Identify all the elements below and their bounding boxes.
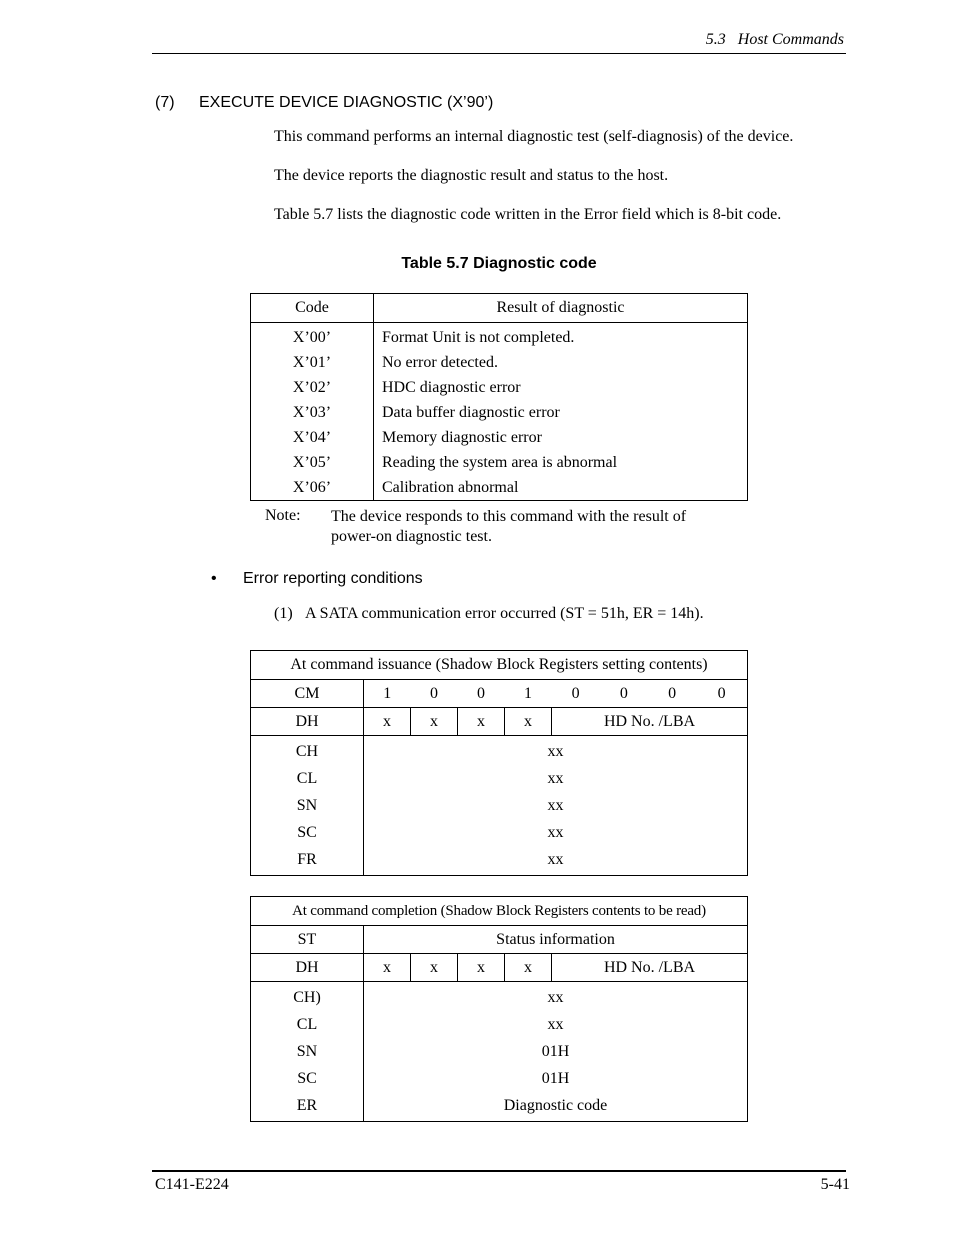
- paragraph-intro: This command performs an internal diagnostic test (self-diagnosis) of the device.: [274, 128, 794, 145]
- cm-bit: 0: [600, 680, 648, 708]
- register-label: DH: [251, 708, 364, 736]
- result-cell: Format Unit is not completed.: [382, 328, 575, 346]
- result-cell: Memory diagnostic error: [382, 428, 542, 446]
- dh-row: [251, 954, 748, 982]
- register-value: 01H: [541, 1042, 570, 1060]
- footer-rule: [152, 1170, 846, 1172]
- dh-bit: x: [458, 954, 505, 982]
- register-label: CL: [251, 1011, 364, 1038]
- completion-table-title: At command completion (Shadow Block Registers contents to be read): [251, 897, 748, 926]
- table-row: [251, 736, 748, 766]
- register-value: xx: [547, 769, 564, 787]
- code-cell: X’01’: [251, 350, 374, 375]
- result-cell: No error detected.: [382, 353, 498, 371]
- code-cell: X’00’: [251, 323, 374, 351]
- dh-hd-lba: HD No. /LBA: [552, 954, 748, 982]
- diagnostic-code-table: [250, 293, 748, 501]
- table-row: [251, 1038, 748, 1065]
- table-row: [251, 475, 748, 501]
- bullet-icon: •: [211, 570, 217, 587]
- register-value: 01H: [541, 1069, 570, 1087]
- cm-bit: 0: [411, 680, 458, 708]
- register-value: xx: [547, 850, 564, 868]
- register-label: SN: [251, 792, 364, 819]
- condition-text: A SATA communication error occurred (ST = 51h, ER = 14h).: [305, 605, 704, 622]
- dh-bit: x: [364, 954, 411, 982]
- completion-register-table: [250, 896, 748, 1122]
- register-label: SC: [251, 819, 364, 846]
- register-label: FR: [251, 846, 364, 876]
- table-row: [251, 323, 748, 351]
- dh-bit: x: [458, 708, 505, 736]
- code-cell: X’02’: [251, 375, 374, 400]
- cm-bit: 1: [364, 680, 411, 708]
- table-row: [251, 375, 748, 400]
- dh-bit: x: [411, 708, 458, 736]
- register-label: CH: [251, 736, 364, 766]
- table-title-row: [251, 651, 748, 680]
- register-value: xx: [547, 988, 564, 1006]
- issuance-table-title: At command issuance (Shadow Block Registers setting contents): [251, 651, 748, 680]
- dh-bit: x: [411, 954, 458, 982]
- dh-bit: x: [364, 708, 411, 736]
- table-row: [251, 846, 748, 876]
- section-title: EXECUTE DEVICE DIAGNOSTIC (X’90’): [199, 94, 494, 111]
- table-row: [251, 765, 748, 792]
- register-label: DH: [251, 954, 364, 982]
- table-row: [251, 792, 748, 819]
- dh-row: [251, 708, 748, 736]
- register-label: CL: [251, 765, 364, 792]
- dh-bit: x: [505, 954, 552, 982]
- result-cell: HDC diagnostic error: [382, 378, 521, 396]
- cm-bit: 0: [648, 680, 696, 708]
- cm-row: [251, 680, 748, 708]
- note-label: Note:: [265, 507, 301, 524]
- register-value: xx: [547, 1015, 564, 1033]
- note-text: The device responds to this command with the result of power-on diagnostic test.: [331, 508, 687, 545]
- dh-hd-lba: HD No. /LBA: [552, 708, 748, 736]
- register-label: SC: [251, 1065, 364, 1092]
- register-value: xx: [547, 823, 564, 841]
- result-cell: Reading the system area is abnormal: [382, 453, 618, 471]
- result-cell: Calibration abnormal: [382, 478, 519, 496]
- table-row: [251, 1065, 748, 1092]
- table-row: [251, 1092, 748, 1122]
- table-caption: Table 5.7 Diagnostic code: [401, 255, 597, 272]
- register-value: xx: [547, 742, 564, 760]
- section-number: (7): [155, 94, 175, 111]
- table-row: [251, 1011, 748, 1038]
- register-label: CM: [251, 680, 364, 708]
- register-label: ER: [251, 1092, 364, 1122]
- table-row: [251, 982, 748, 1012]
- dh-bit: x: [505, 708, 552, 736]
- table-header-row: [251, 294, 748, 323]
- code-cell: X’05’: [251, 450, 374, 475]
- paragraph-table-ref: Table 5.7 lists the diagnostic code written in the Error field which is 8-bit code.: [274, 206, 782, 223]
- condition-number: (1): [274, 605, 293, 622]
- register-value: Diagnostic code: [503, 1096, 608, 1114]
- issuance-register-table: [250, 650, 748, 876]
- register-label: CH): [251, 982, 364, 1012]
- table-row: [251, 425, 748, 450]
- column-header-code: Code: [251, 294, 374, 323]
- result-cell: Data buffer diagnostic error: [382, 403, 560, 421]
- cm-bit: 0: [552, 680, 600, 708]
- paragraph-report: The device reports the diagnostic result and status to the host.: [274, 167, 669, 184]
- column-header-result: Result of diagnostic: [374, 294, 748, 323]
- cm-bit: 0: [458, 680, 505, 708]
- table-row: [251, 450, 748, 475]
- register-label: SN: [251, 1038, 364, 1065]
- code-cell: X’03’: [251, 400, 374, 425]
- code-cell: X’04’: [251, 425, 374, 450]
- document-id: C141-E224: [155, 1176, 229, 1193]
- status-value: Status information: [364, 926, 748, 954]
- table-row: [251, 400, 748, 425]
- running-header: 5.3 Host Commands: [705, 31, 844, 48]
- table-title-row: [251, 897, 748, 926]
- table-row: [251, 350, 748, 375]
- bullet-heading: Error reporting conditions: [243, 570, 423, 587]
- register-label: ST: [251, 926, 364, 954]
- code-cell: X’06’: [251, 475, 374, 501]
- st-row: [251, 926, 748, 954]
- table-row: [251, 819, 748, 846]
- page-number: 5-41: [820, 1176, 850, 1193]
- cm-bit: 0: [696, 680, 747, 708]
- register-value: xx: [547, 796, 564, 814]
- header-rule: [152, 53, 846, 54]
- cm-bit: 1: [505, 680, 552, 708]
